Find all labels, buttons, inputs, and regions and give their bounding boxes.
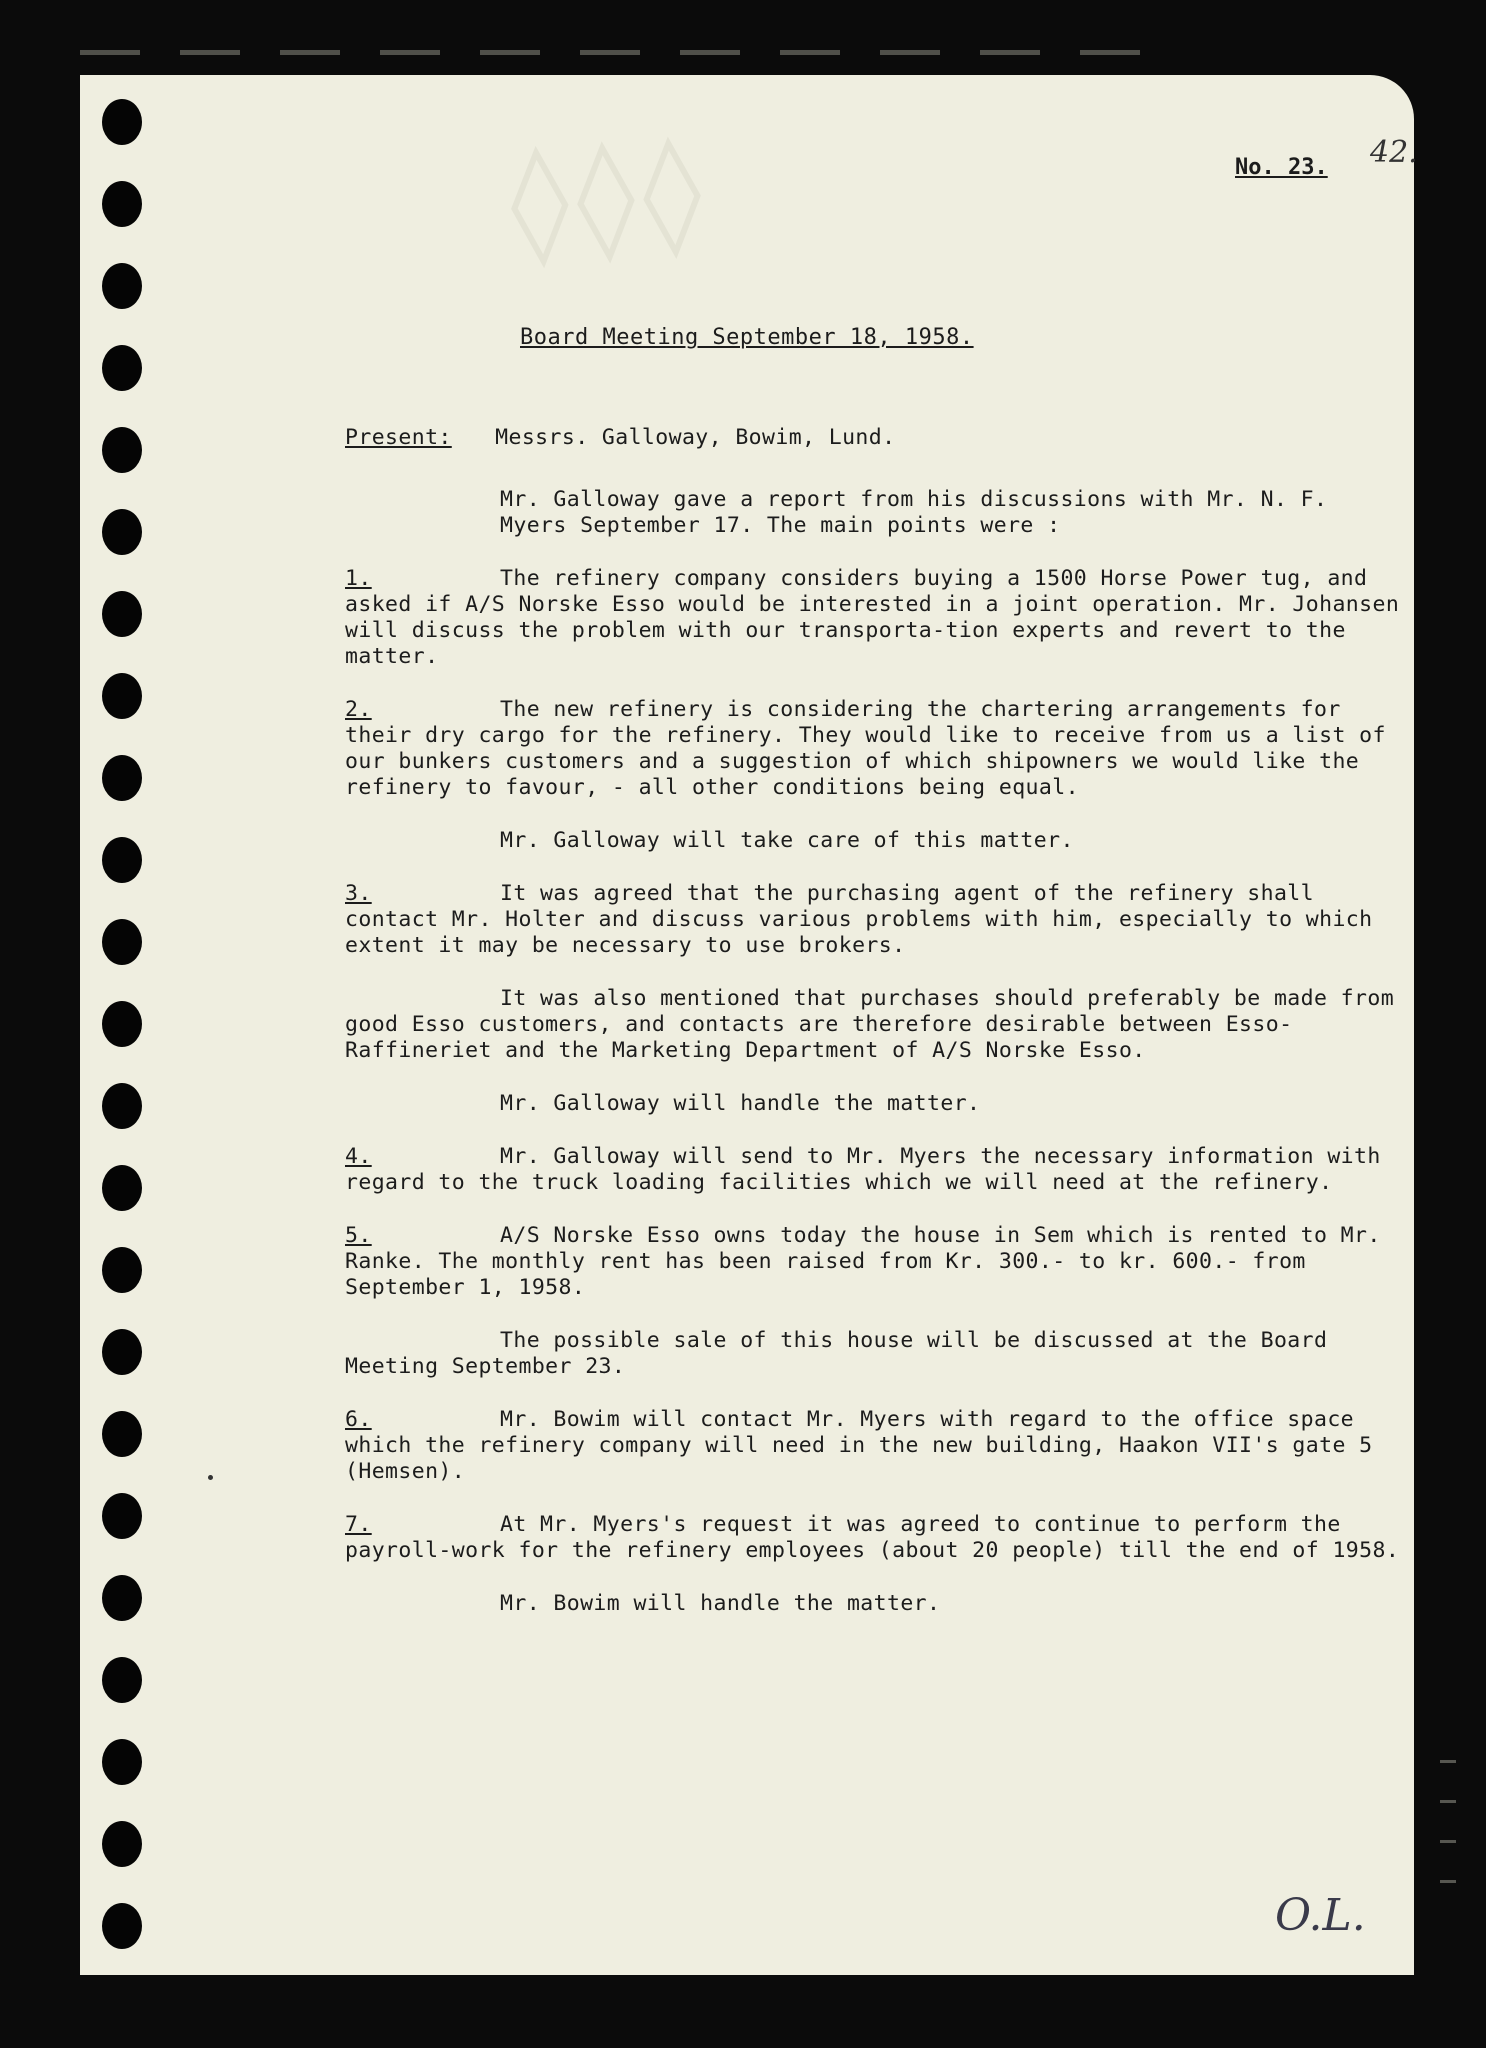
- binder-hole: [102, 427, 142, 473]
- intro-paragraph: Mr. Galloway gave a report from his discussions with Mr. N. F. Myers September 17. The main points were :: [500, 487, 1328, 538]
- binder-hole: [102, 263, 142, 309]
- binder-hole: [102, 1493, 142, 1539]
- minutes-note: Mr. Galloway will handle the matter.: [500, 1091, 981, 1116]
- binder-hole: [102, 1247, 142, 1293]
- minutes-item: [345, 697, 1405, 801]
- minutes-item: [345, 566, 1405, 670]
- item-text: The new refinery is considering the chartering arrangements for their dry cargo for the refinery. They would like to receive from us a list of our bunkers customers and a suggestion of which shipowners we would like the refinery to favour, - all other conditions being equal.: [345, 697, 1386, 800]
- handwritten-initials: O.L.: [1275, 1890, 1366, 1941]
- item-number: 5.: [345, 1223, 372, 1248]
- binder-hole: [102, 1657, 142, 1703]
- item-text: It was agreed that the purchasing agent of the refinery shall contact Mr. Holter and discuss various problems with him, especially to which extent it may be necessary to use brokers.: [345, 881, 1373, 958]
- item-number: 4.: [345, 1144, 372, 1169]
- item-number: 3.: [345, 881, 372, 906]
- binder-hole: [102, 1165, 142, 1211]
- minutes-item: [345, 881, 1405, 959]
- present-names: Messrs. Galloway, Bowim, Lund.: [495, 425, 896, 450]
- right-edge-marks: [1440, 1760, 1460, 1920]
- item-number: 1.: [345, 566, 372, 591]
- binder-hole: [102, 1575, 142, 1621]
- minutes-note: [345, 986, 1405, 1064]
- item-text: The possible sale of this house will be discussed at the Board Meeting September 23.: [345, 1328, 1328, 1379]
- show-through-watermark: ◊◊◊: [505, 118, 714, 271]
- handwritten-page-number: 42.: [1370, 135, 1418, 170]
- minutes-item: [345, 1223, 1405, 1301]
- item-text: Mr. Galloway will send to Mr. Myers the necessary information with regard to the truck loading facilities which we will need at the refinery.: [345, 1144, 1381, 1195]
- binder-hole: [102, 1821, 142, 1867]
- item-text: At Mr. Myers's request it was agreed to continue to perform the payroll-work for the refinery employees (about 20 people) till the end of 1958.: [345, 1512, 1400, 1563]
- present-label: Present:: [345, 425, 452, 450]
- binder-hole: [102, 755, 142, 801]
- binder-hole: [102, 1411, 142, 1457]
- binder-hole: [102, 591, 142, 637]
- binder-hole: [102, 509, 142, 555]
- paper-speck: [208, 1475, 213, 1480]
- document-page: [80, 75, 1418, 1975]
- page-title: Board Meeting September 18, 1958.: [520, 325, 974, 350]
- minutes-body: [345, 425, 1405, 1644]
- minutes-note: Mr. Galloway will take care of this matter.: [500, 828, 1074, 853]
- item-text: A/S Norske Esso owns today the house in Sem which is rented to Mr. Ranke. The monthly rent has been raised from Kr. 300.- to kr. 600.- from September 1, 1958.: [345, 1223, 1381, 1300]
- binder-hole: [102, 1739, 142, 1785]
- binder-hole: [102, 837, 142, 883]
- top-edge-marks: [80, 50, 1380, 60]
- minutes-note: Mr. Bowim will handle the matter.: [500, 1591, 941, 1616]
- binder-hole: [102, 673, 142, 719]
- item-number: 7.: [345, 1512, 372, 1537]
- binder-hole: [102, 345, 142, 391]
- attendees-line: [345, 425, 1405, 451]
- document-number: No. 23.: [1235, 155, 1328, 180]
- binder-hole: [102, 919, 142, 965]
- item-number: 6.: [345, 1407, 372, 1432]
- minutes-item: [345, 1144, 1405, 1196]
- binder-hole: [102, 99, 142, 145]
- item-text: Mr. Bowim will contact Mr. Myers with regard to the office space which the refinery company will need in the new building, Haakon VII's gate 5 (Hemsen).: [345, 1407, 1373, 1484]
- binder-hole: [102, 1903, 142, 1949]
- binder-hole: [102, 1329, 142, 1375]
- minutes-note: [345, 1328, 1405, 1380]
- item-text: The refinery company considers buying a 1500 Horse Power tug, and asked if A/S Norske Esso would be interested in a joint operation. Mr. Johansen will discuss the problem with our transporta-tion experts and revert to the matter.: [345, 566, 1400, 669]
- binder-hole: [102, 181, 142, 227]
- binder-hole: [102, 1083, 142, 1129]
- minutes-item: [345, 1407, 1405, 1485]
- item-number: 2.: [345, 697, 372, 722]
- minutes-item: [345, 1512, 1405, 1564]
- binder-hole: [102, 1001, 142, 1047]
- item-text: It was also mentioned that purchases should preferably be made from good Esso customers, and contacts are therefore desirable between Esso-Raffineriet and the Marketing Department of A/S Norske Esso.: [345, 986, 1395, 1063]
